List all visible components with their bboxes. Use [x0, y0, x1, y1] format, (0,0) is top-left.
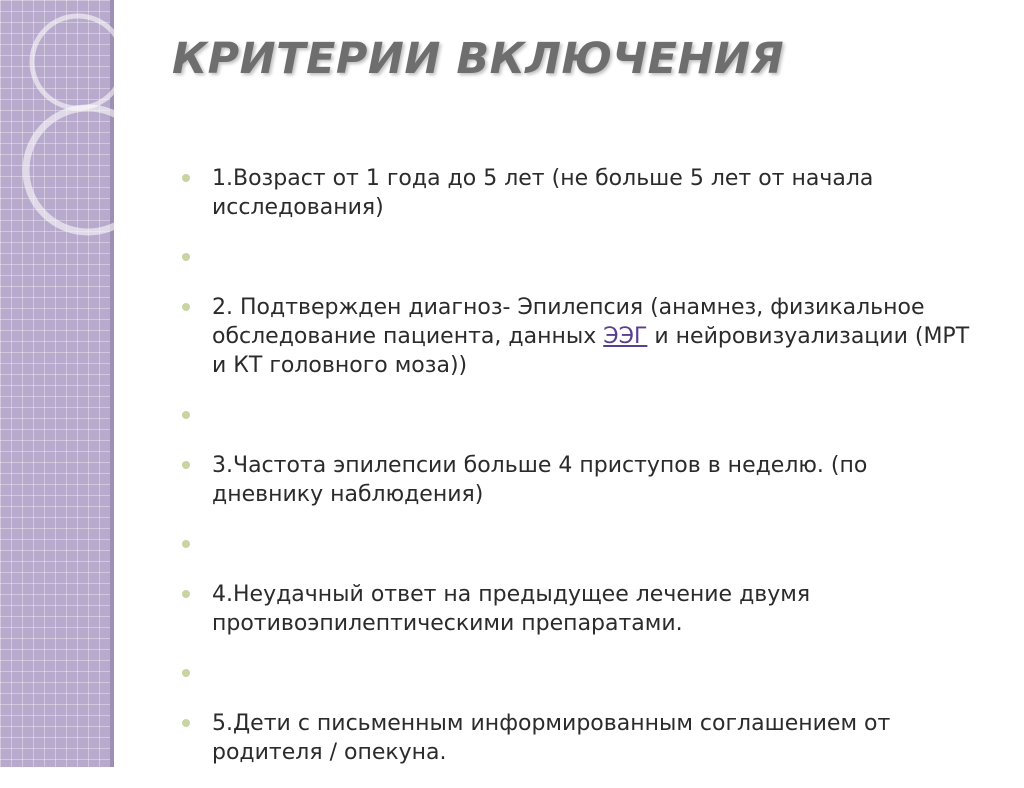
- criteria-item-frequency: [180, 451, 980, 509]
- bullet-icon: [182, 411, 190, 419]
- empty-bullet: [180, 401, 980, 430]
- bullet-icon: [182, 590, 190, 598]
- bullet-icon: [182, 253, 190, 261]
- criteria-text: 4.Неудачный ответ на предыдущее лечение двумя противоэпилептическими препаратами.: [212, 582, 811, 636]
- criteria-text: 5.Дети с письменным информированным соглашением от родителя / опекуна.: [212, 711, 891, 765]
- criteria-item-treatment: [180, 580, 980, 638]
- bullet-icon: [182, 669, 190, 677]
- criteria-item-age: [180, 164, 980, 222]
- slide-title: КРИТЕРИИ ВКЛЮЧЕНИЯ: [172, 34, 785, 84]
- decorative-ring-top: [32, 16, 124, 108]
- criteria-text: 3.Частота эпилепсии больше 4 приступов в неделю. (по дневнику наблюдения): [212, 453, 868, 507]
- eeg-link[interactable]: ЭЭГ: [603, 324, 648, 349]
- criteria-item-diagnosis: [180, 293, 980, 380]
- criteria-item-consent: [180, 709, 980, 767]
- decorative-ring-bottom: [26, 108, 130, 232]
- bullet-icon: [182, 540, 190, 548]
- criteria-text: 2. Подтвержден диагноз- Эпилепсия (анамнез, физикальное обследование пациента, данных: [212, 295, 925, 349]
- bullet-icon: [182, 174, 190, 182]
- bullet-icon: [182, 719, 190, 727]
- empty-bullet: [180, 659, 980, 688]
- criteria-text: 1.Возраст от 1 года до 5 лет (не больше 5 лет от начала исследования): [212, 166, 874, 220]
- criteria-text: и нейровизуализации (МРТ и КТ головного моза)): [212, 324, 970, 378]
- bullet-icon: [182, 461, 190, 469]
- decorative-rings: [0, 0, 130, 300]
- criteria-list: [180, 164, 980, 788]
- empty-bullet: [180, 530, 980, 559]
- bullet-icon: [182, 303, 190, 311]
- empty-bullet: [180, 243, 980, 272]
